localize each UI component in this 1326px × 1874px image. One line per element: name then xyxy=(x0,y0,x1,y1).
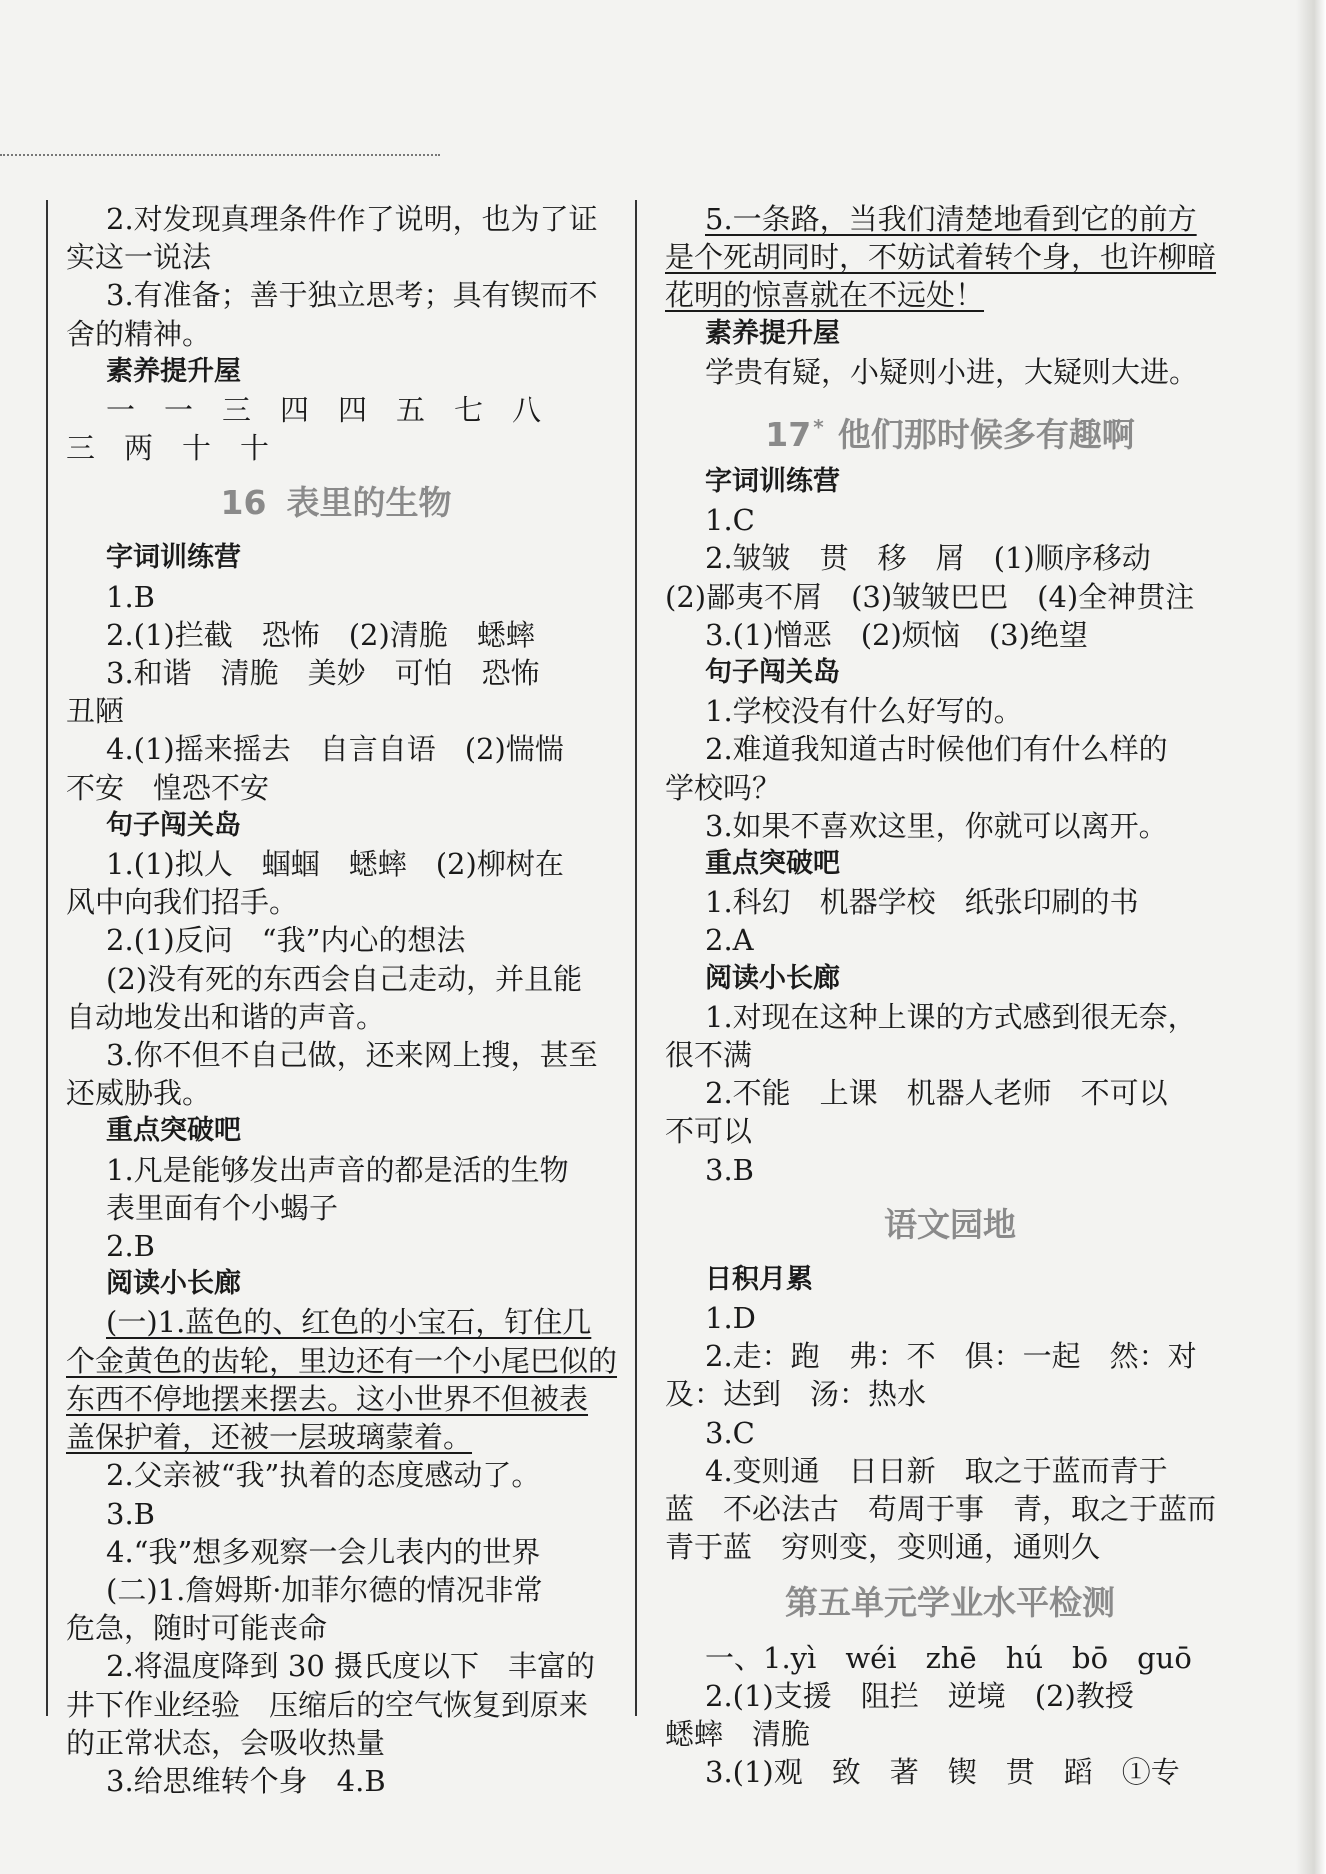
answer-line: 4.(1)摇来摇去 自言自语 (2)惴惴 xyxy=(106,732,564,767)
answer-line: 1.D xyxy=(705,1301,756,1336)
answer-line: 蟋蟀 清脆 xyxy=(665,1716,811,1751)
section-heading: 字词训练营 xyxy=(705,466,840,498)
section-heading: 素养提升屋 xyxy=(705,317,840,349)
answer-line: 1.B xyxy=(106,579,155,614)
answer-line: 2.对发现真理条件作了说明，也为了证 xyxy=(106,202,598,236)
answer-line: 3.给思维转个身 4.B xyxy=(106,1763,386,1798)
answer-line: 2.B xyxy=(106,1229,155,1264)
answer-line: 1.对现在这种上课的方式感到很无奈， xyxy=(705,999,1197,1034)
section-heading: 阅读小长廊 xyxy=(106,1268,241,1300)
answer-line: 2.将温度降到 30 摄氏度以下 丰富的 xyxy=(106,1649,596,1684)
answer-line: 学校吗？ xyxy=(665,770,782,805)
answer-line: 舍的精神。 xyxy=(66,316,212,351)
answer-line: 不可以 xyxy=(665,1114,753,1149)
answer-line: 1.凡是能够发出声音的都是活的生物 xyxy=(106,1152,569,1187)
unit-test-title: 第五单元学业水平检测 xyxy=(785,1582,1115,1622)
paper-edge xyxy=(1296,0,1326,1874)
answer-line: 井下作业经验 压缩后的空气恢复到原来 xyxy=(66,1687,589,1722)
answer-line: 1.(1)拟人 蝈蝈 蟋蟀 (2)柳树在 xyxy=(106,847,564,882)
lesson-title xyxy=(66,473,606,533)
answer-line: 3.B xyxy=(106,1496,155,1531)
lesson-name: 他们那时候多有趣啊 xyxy=(837,415,1135,455)
answer-line: 3.B xyxy=(705,1152,754,1187)
underlined-answer-line: 个金黄色的齿轮，里边还有一个小尾巴似的 xyxy=(66,1343,618,1378)
answer-line: 3.你不但不自己做，还来网上搜，甚至 xyxy=(106,1038,598,1073)
answer-line: 4.变则通 日日新 取之于蓝而青于 xyxy=(705,1453,1168,1488)
answer-line: 2.(1)拦截 恐怖 (2)清脆 蟋蟀 xyxy=(106,617,535,652)
section-heading: 阅读小长廊 xyxy=(705,962,840,994)
lesson-name: 表里的生物 xyxy=(286,483,452,523)
answer-line: 1.科幻 机器学校 纸张印刷的书 xyxy=(705,885,1139,920)
answer-line: 三 两 十 十 xyxy=(66,431,270,466)
answer-line: 一 一 三 四 四 五 七 八 xyxy=(106,393,542,428)
answer-line: 蓝 不必法古 苟周于事 青，取之于蓝而 xyxy=(665,1492,1217,1527)
answer-line: 的正常状态，会吸收热量 xyxy=(66,1725,386,1760)
answer-line: 3.有准备；善于独立思考；具有锲而不 xyxy=(106,278,598,313)
underlined-answer-line: 5.一条路，当我们清楚地看到它的前方 xyxy=(705,202,1197,236)
lesson-number: 17 xyxy=(765,415,812,455)
answer-line: 危急，随时可能丧命 xyxy=(66,1611,328,1646)
answer-line: 及：达到 汤：热水 xyxy=(665,1377,927,1412)
section-heading: 句子闯关岛 xyxy=(106,809,241,841)
answer-line: 3.(1)观 致 著 锲 贯 蹈 ①专 xyxy=(705,1755,1180,1790)
answer-line: 风中向我们招手。 xyxy=(66,885,299,920)
optional-lesson-mark: * xyxy=(813,415,824,440)
answer-line: 很不满 xyxy=(665,1038,753,1073)
underlined-answer-line: 东西不停地摆来摆去。这小世界不但被表 xyxy=(66,1381,589,1416)
answer-line: 2.走：跑 弗：不 俱：一起 然：对 xyxy=(705,1339,1197,1374)
section-heading: 重点突破吧 xyxy=(106,1115,241,1147)
answer-line: 3.(1)憎恶 (2)烦恼 (3)绝望 xyxy=(705,617,1088,652)
answer-line: 4.“我”想多观察一会儿表内的世界 xyxy=(106,1534,541,1569)
underlined-answer-line: 是个死胡同时，不妨试着转个身，也许柳暗 xyxy=(665,240,1217,275)
lesson-title xyxy=(665,397,1235,457)
section-heading: 重点突破吧 xyxy=(705,848,840,880)
answer-line: 3.和谐 清脆 美妙 可怕 恐怖 xyxy=(106,656,540,691)
answer-line: 自动地发出和谐的声音。 xyxy=(66,999,386,1034)
answer-line: 2.父亲被“我”执着的态度感动了。 xyxy=(106,1458,541,1493)
answer-line: 3.如果不喜欢这里，你就可以离开。 xyxy=(705,808,1168,843)
answer-line: 青于蓝 穷则变，变则通，通则久 xyxy=(665,1530,1101,1565)
answer-line: (2)没有死的东西会自己走动，并且能 xyxy=(106,961,583,996)
answer-line: 2.难道我知道古时候他们有什么样的 xyxy=(705,732,1168,767)
answer-line: 实这一说法 xyxy=(66,240,212,275)
section-heading: 素养提升屋 xyxy=(106,355,241,387)
dotted-rule xyxy=(0,154,440,156)
underlined-answer-line: 花明的惊喜就在不远处！ xyxy=(665,278,985,313)
answer-line: 2.A xyxy=(705,923,754,958)
section-heading: 日积月累 xyxy=(705,1263,813,1295)
answer-line: (二)1.詹姆斯·加菲尔德的情况非常 xyxy=(106,1572,543,1607)
left-column xyxy=(66,200,618,1800)
garden-title: 语文园地 xyxy=(884,1204,1016,1244)
section-heading: 句子闯关岛 xyxy=(705,657,840,689)
answer-line: (2)鄙夷不屑 (3)皱皱巴巴 (4)全神贯注 xyxy=(665,579,1195,614)
answer-line: 丑陋 xyxy=(66,694,125,729)
underlined-answer-line: (一)1.蓝色的、红色的小宝石，钉住几 xyxy=(106,1305,592,1340)
answer-line: 3.C xyxy=(705,1415,755,1450)
answer-line: 不安 惶恐不安 xyxy=(66,770,270,805)
underlined-answer-line: 盖保护着，还被一层玻璃蒙着。 xyxy=(66,1420,473,1455)
answer-line: 2.不能 上课 机器人老师 不可以 xyxy=(705,1076,1168,1111)
answer-line: 还威胁我。 xyxy=(66,1076,212,1111)
right-column xyxy=(665,200,1235,1791)
answer-line: 2.皱皱 贯 移 屑 (1)顺序移动 xyxy=(705,541,1151,576)
answer-line: 表里面有个小蝎子 xyxy=(106,1190,339,1225)
answer-line: 2.(1)反问 “我”内心的想法 xyxy=(106,923,466,958)
answer-line: 1.学校没有什么好写的。 xyxy=(705,694,1023,729)
answer-line: 2.(1)支援 阻拦 逆境 (2)教授 xyxy=(705,1678,1134,1713)
section-heading: 字词训练营 xyxy=(106,542,241,574)
answer-line: 学贵有疑，小疑则小进，大疑则大进。 xyxy=(705,354,1199,389)
answer-line: 1.C xyxy=(705,503,755,538)
column-divider xyxy=(635,200,637,1716)
left-margin-rule xyxy=(46,200,48,1716)
lesson-number: 16 xyxy=(220,483,267,523)
answer-line: 一、1.yì wéi zhē hú bō guō xyxy=(705,1640,1192,1675)
